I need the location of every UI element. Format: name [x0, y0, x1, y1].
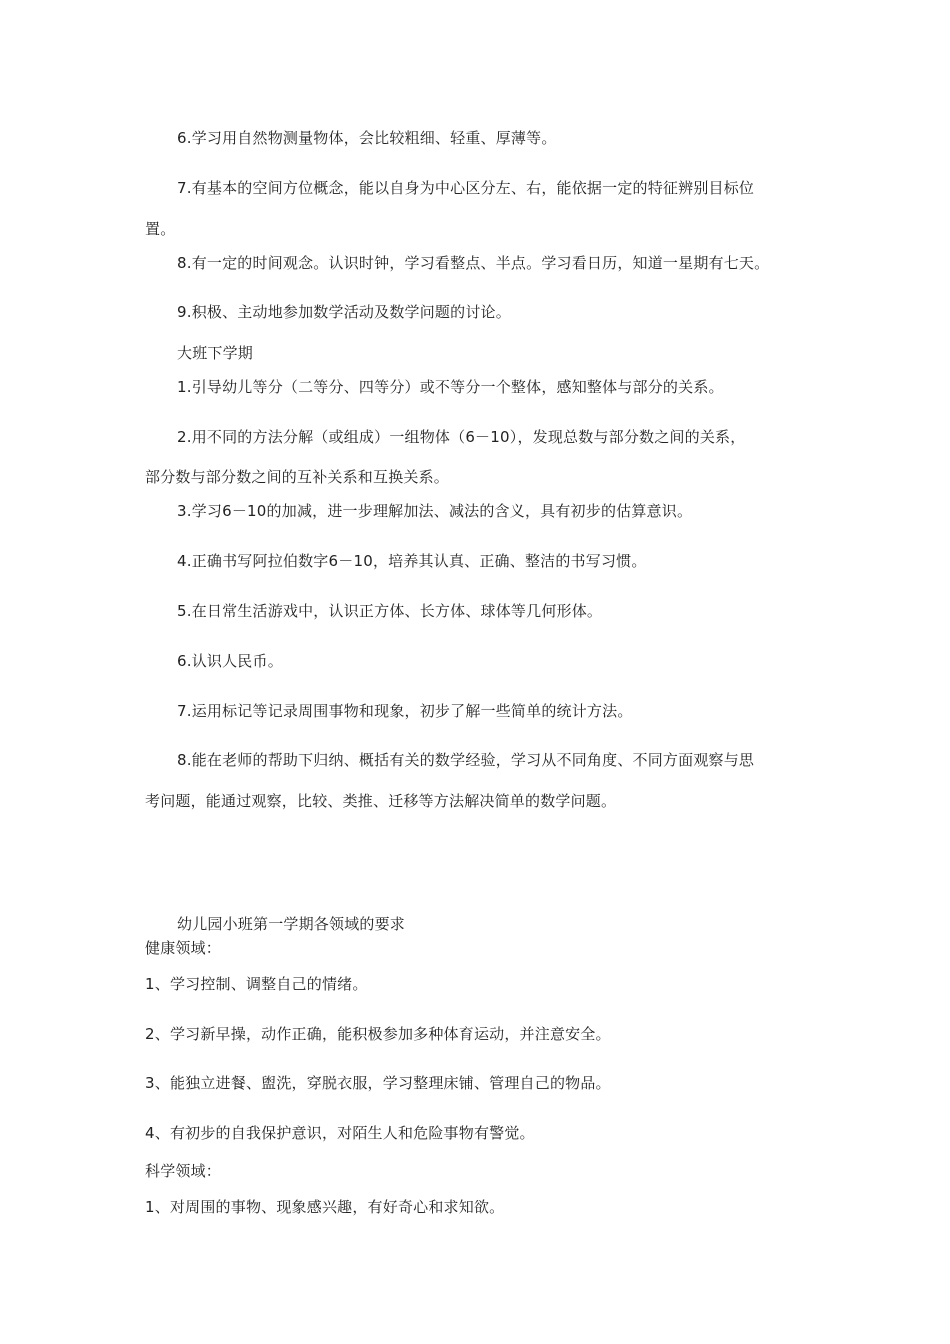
lower-item-5: 5.在日常生活游戏中，认识正方体、长方体、球体等几何形体。: [177, 602, 603, 620]
item-9-participate: 9.积极、主动地参加数学活动及数学问题的讨论。: [177, 303, 511, 321]
health-item-4: 4、有初步的自我保护意识，对陌生人和危险事物有警觉。: [145, 1124, 535, 1142]
section-title-small-class: 幼儿园小班第一学期各领域的要求: [177, 915, 406, 933]
lower-item-2-line2: 部分数与部分数之间的互补关系和互换关系。: [145, 468, 450, 486]
health-heading: 健康领域：: [145, 939, 222, 957]
lower-item-6: 6.认识人民币。: [177, 652, 283, 670]
lower-item-4: 4.正确书写阿拉伯数字6－10，培养其认真、正确、整洁的书写习惯。: [177, 552, 647, 570]
lower-item-7: 7.运用标记等记录周围事物和现象，初步了解一些简单的统计方法。: [177, 702, 633, 720]
lower-item-2-line1: 2.用不同的方法分解（或组成）一组物体（6－10），发现总数与部分数之间的关系，: [177, 428, 746, 446]
lower-item-3: 3.学习6－10的加减，进一步理解加法、减法的含义，具有初步的估算意识。: [177, 502, 693, 520]
lower-item-8-line1: 8.能在老师的帮助下归纳、概括有关的数学经验，学习从不同角度、不同方面观察与思: [177, 751, 755, 769]
lower-item-8-line2: 考问题，能通过观察，比较、类推、迁移等方法解决简单的数学问题。: [145, 792, 617, 810]
lower-item-1: 1.引导幼儿等分（二等分、四等分）或不等分一个整体，感知整体与部分的关系。: [177, 378, 724, 396]
item-6-measure: 6.学习用自然物测量物体，会比较粗细、轻重、厚薄等。: [177, 129, 557, 147]
health-item-2: 2、学习新早操，动作正确，能积极参加多种体育运动，并注意安全。: [145, 1025, 611, 1043]
section-heading-lower-term: 大班下学期: [177, 344, 254, 362]
item-7-space-line2: 置。: [145, 220, 176, 238]
health-item-1: 1、学习控制、调整自己的情绪。: [145, 975, 368, 993]
item-7-space-line1: 7.有基本的空间方位概念，能以自身为中心区分左、右，能依据一定的特征辨别目标位: [177, 179, 755, 197]
science-item-1: 1、对周围的事物、现象感兴趣，有好奇心和求知欲。: [145, 1198, 505, 1216]
item-8-time: 8.有一定的时间观念。认识时钟，学习看整点、半点。学习看日历，知道一星期有七天。: [177, 254, 770, 272]
health-item-3: 3、能独立进餐、盥洗，穿脱衣服，学习整理床铺、管理自己的物品。: [145, 1074, 611, 1092]
science-heading: 科学领域：: [145, 1162, 222, 1180]
